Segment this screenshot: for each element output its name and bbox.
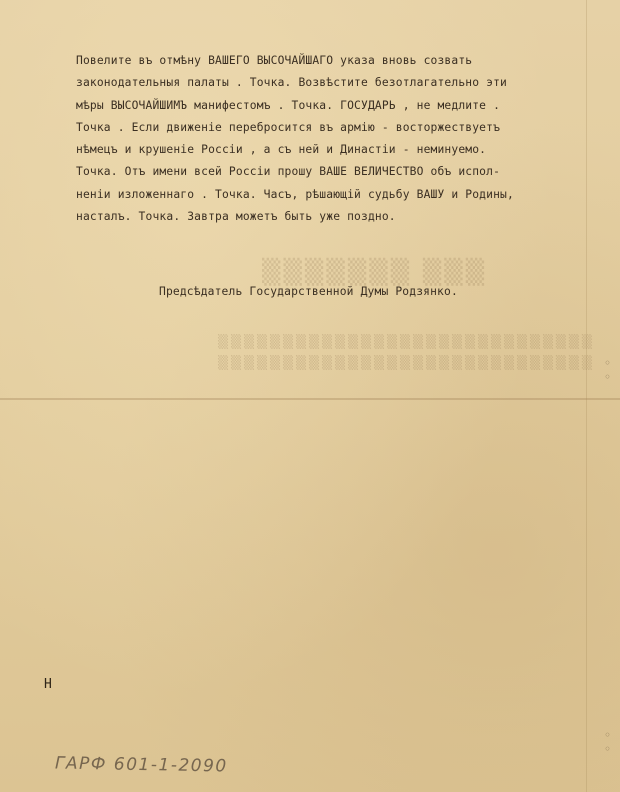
telegram-line: Точка. Отъ имени всей Россіи прошу ВАШЕ ВЕЛИЧЕСТВО объ испол- [76, 165, 501, 179]
edge-wear-mark: ◦ ◦ [604, 728, 612, 756]
signature-line: Предсѣдатель Государственной Думы Родзянко. [159, 285, 458, 298]
telegram-text [76, 50, 616, 228]
paper-fold-horizontal [0, 398, 620, 400]
telegram-line: законодательныя палаты . Точка. Возвѣстите безотлагательно эти [76, 76, 507, 90]
show-through-print: ▒▒▒▒▒▒▒ ▒▒▒ [262, 258, 488, 286]
edge-wear-mark: ◦ ◦ [604, 356, 612, 384]
telegram-line: нѣмецъ и крушеніе Россіи , а съ ней и Династіи - неминуемо. [76, 143, 487, 157]
show-through-print-row: ▒▒▒▒▒▒▒▒▒▒▒▒▒▒▒▒▒▒▒▒▒▒▒▒▒▒▒▒▒ [218, 335, 595, 350]
show-through-print-row: ▒▒▒▒▒▒▒▒▒▒▒▒▒▒▒▒▒▒▒▒▒▒▒▒▒▒▒▒▒ [218, 356, 595, 371]
telegram-line: мѣры ВЫСОЧАЙШИМЪ манифестомъ . Точка. ГОСУДАРЬ , не медлите . [76, 98, 501, 112]
telegram-line: Точка . Если движеніе перебросится въ армію - восторжествуетъ [76, 120, 501, 134]
archive-reference: ГАРФ 601-1-2090 [54, 753, 228, 777]
telegram-line: насталъ. Точка. Завтра можетъ быть уже поздно. [76, 210, 396, 224]
telegram-line: Повелите въ отмѣну ВАШЕГО ВЫСОЧАЙШАГО указа вновь созвать [76, 54, 473, 67]
margin-mark: Н [44, 677, 52, 692]
telegram-line: неніи изложеннаго . Точка. Часъ, рѣшающій судьбу ВАШУ и Родины, [76, 187, 514, 201]
